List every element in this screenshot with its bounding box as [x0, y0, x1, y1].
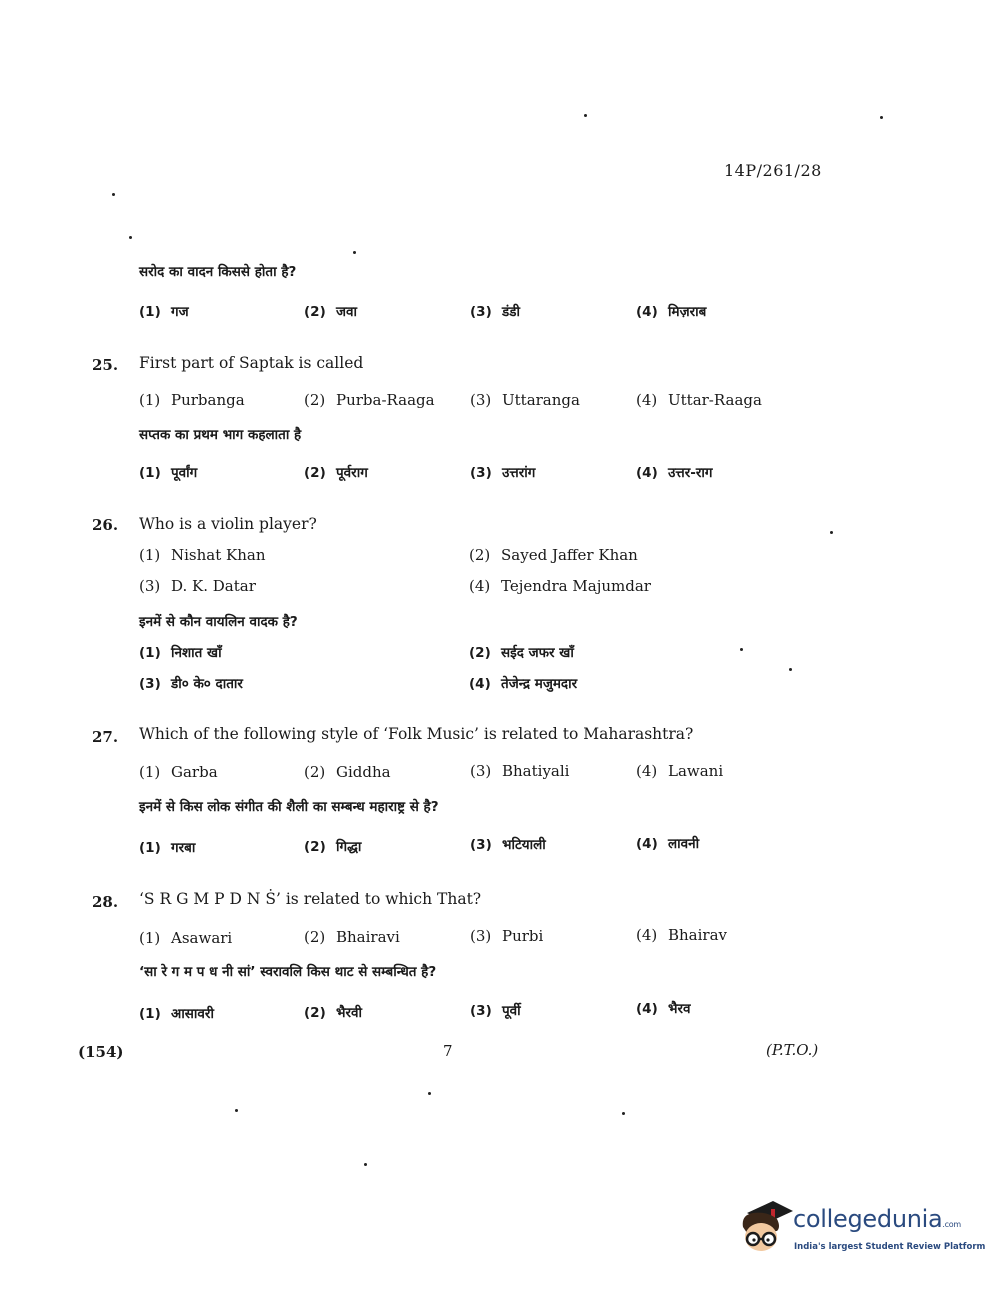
question-number: 26.: [92, 516, 119, 534]
option-1: (1) Purbanga: [139, 391, 245, 409]
option-2: (2) जवा: [304, 304, 358, 320]
option-3: (3) उत्तरांग: [470, 465, 536, 481]
question-hindi-text: ‘सा रे ग म प ध नी सां’ स्वरावलि किस थाट से सम्बन्धित है?: [139, 964, 437, 980]
option-4: (4) मिज़राब: [636, 304, 707, 320]
pto-note: (P.T.O.): [766, 1041, 819, 1059]
scan-speck: [584, 114, 587, 117]
option-1: (1) Garba: [139, 763, 218, 781]
option-2: (2) भैरवी: [304, 1005, 363, 1021]
scan-speck: [235, 1109, 238, 1112]
option-2: (2) Sayed Jaffer Khan: [469, 546, 638, 564]
page-number: 7: [443, 1042, 453, 1060]
brand-suffix: .com: [942, 1220, 961, 1229]
mascot-icon: [737, 1197, 793, 1259]
option-1: (1) गज: [139, 304, 189, 320]
question-hindi-text: इनमें से किस लोक संगीत की शैली का सम्बन्ध महाराष्ट्र से है?: [139, 799, 439, 815]
question-text: ‘S R G M P D N Ṡ’ is related to which That?: [139, 890, 482, 908]
booklet-number: (154): [78, 1043, 124, 1061]
scan-speck: [364, 1163, 367, 1166]
option-4: (4) तेजेन्द्र मजुमदार: [469, 676, 578, 692]
option-3: (3) डी० के० दातार: [139, 676, 243, 692]
option-3: (3) डंडी: [470, 304, 520, 320]
option-3: (3) Bhatiyali: [470, 762, 570, 780]
scan-speck: [880, 116, 883, 119]
option-2: (2) Purba-Raaga: [304, 391, 435, 409]
option-3: (3) भटियाली: [470, 837, 546, 853]
question-text: First part of Saptak is called: [139, 354, 364, 372]
question-hindi-text: इनमें से कौन वायलिन वादक है?: [139, 614, 298, 630]
question-text: Who is a violin player?: [139, 515, 317, 533]
brand-tagline: India's largest Student Review Platform: [794, 1242, 986, 1252]
option-1: (1) गरबा: [139, 840, 196, 856]
option-2: (2) Giddha: [304, 763, 391, 781]
scan-speck: [830, 531, 833, 534]
option-1: (1) आसावरी: [139, 1006, 214, 1022]
option-3: (3) Uttaranga: [470, 391, 580, 409]
option-3: (3) D. K. Datar: [139, 577, 256, 595]
option-2: (2) सईद जफर खाँ: [469, 645, 574, 661]
option-4: (4) लावनी: [636, 836, 700, 852]
scan-speck: [428, 1092, 431, 1095]
scan-speck: [129, 236, 132, 239]
option-2: (2) गिद्धा: [304, 839, 362, 855]
option-4: (4) Lawani: [636, 762, 724, 780]
option-2: (2) Bhairavi: [304, 928, 400, 946]
scan-speck: [789, 668, 792, 671]
question-hindi-text: सप्तक का प्रथम भाग कहलाता है: [139, 427, 302, 443]
brand-name: collegedunia.com: [793, 1205, 961, 1233]
scan-speck: [112, 193, 115, 196]
option-3: (3) Purbi: [470, 927, 544, 945]
option-4: (4) Uttar-Raaga: [636, 391, 762, 409]
option-4: (4) उत्तर-राग: [636, 465, 713, 481]
paper-code: 14P/261/28: [724, 161, 822, 180]
option-1: (1) Asawari: [139, 929, 233, 947]
scan-speck: [622, 1112, 625, 1115]
option-1: (1) पूर्वांग: [139, 465, 198, 481]
option-2: (2) पूर्वराग: [304, 465, 368, 481]
scan-speck: [740, 648, 743, 651]
collegedunia-watermark: [737, 1197, 986, 1259]
option-3: (3) पूर्वी: [470, 1003, 521, 1019]
option-1: (1) निशात खाँ: [139, 645, 222, 661]
option-4: (4) Tejendra Majumdar: [469, 577, 651, 595]
scan-speck: [353, 251, 356, 254]
option-4: (4) Bhairav: [636, 926, 728, 944]
question-number: 27.: [92, 728, 119, 746]
option-4: (4) भैरव: [636, 1001, 691, 1017]
question-text: Which of the following style of ‘Folk Music’ is related to Maharashtra?: [139, 725, 694, 743]
question-number: 25.: [92, 356, 119, 374]
question-hindi-text: सरोद का वादन किससे होता है?: [139, 264, 297, 280]
option-1: (1) Nishat Khan: [139, 546, 266, 564]
question-number: 28.: [92, 893, 119, 911]
